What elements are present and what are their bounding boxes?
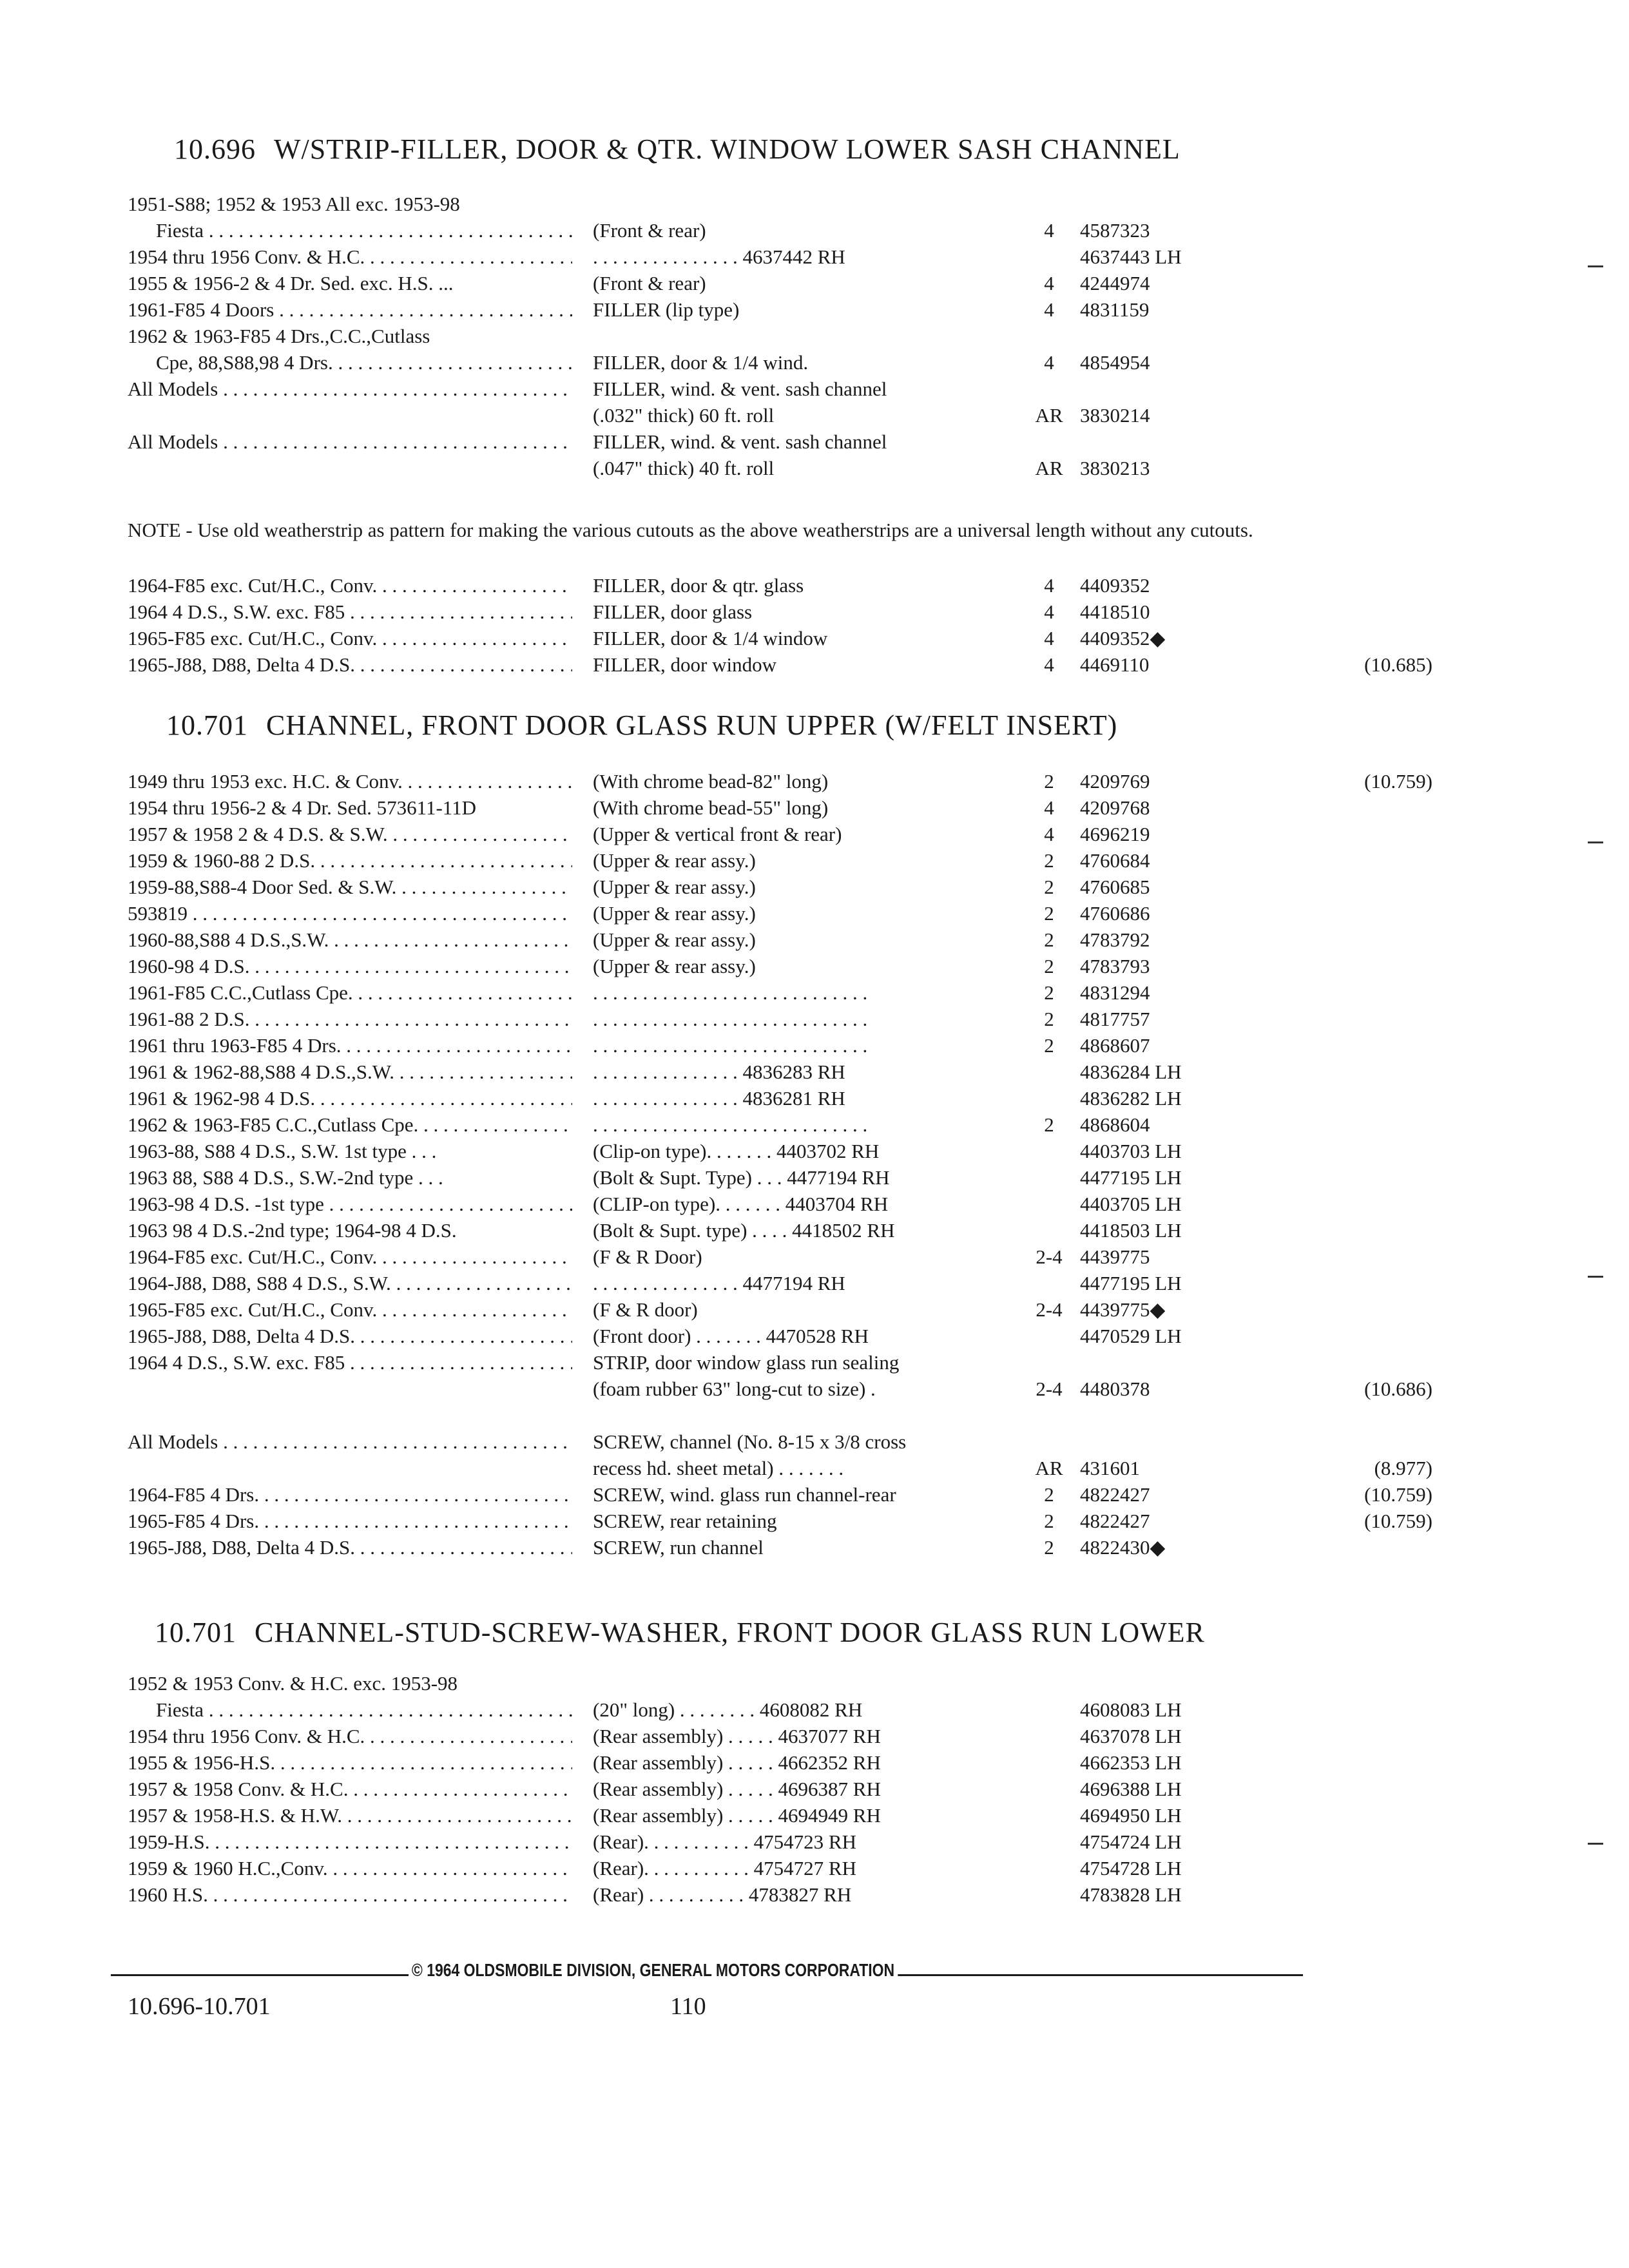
- description-cell: SCREW, run channel: [593, 1536, 764, 1559]
- description-cell: . . . . . . . . . . . . . . . 4836281 RH: [593, 1087, 845, 1110]
- description-cell: (Upper & rear assy.): [593, 928, 756, 951]
- quantity-cell: 2: [1044, 876, 1054, 898]
- description-cell: . . . . . . . . . . . . . . . . . . . . . . . . . . . .: [593, 981, 868, 1004]
- model-cell: 1955 & 1956-2 & 4 Dr. Sed. exc. H.S. ...: [128, 272, 454, 294]
- model-cell: 1954 thru 1956-2 & 4 Dr. Sed. 573611-11D: [128, 796, 477, 819]
- description-cell: FILLER, door glass: [593, 601, 753, 623]
- model-cell: All Models . . .: [128, 428, 572, 455]
- part-number-cell: 4760686: [1080, 902, 1150, 925]
- description-cell: FILLER, wind. & vent. sash channel: [593, 378, 887, 400]
- quantity-cell: 2-4: [1036, 1378, 1063, 1400]
- description-cell: FILLER, door & qtr. glass: [593, 574, 804, 597]
- description-cell: (Bolt & Supt. Type) . . . 4477194 RH: [593, 1166, 890, 1189]
- description-cell: . . . . . . . . . . . . . . . . . . . . . . . . . . . .: [593, 1113, 868, 1136]
- part-number-cell: 4831159: [1080, 298, 1150, 321]
- description-cell: FILLER, door & 1/4 wind.: [593, 351, 809, 374]
- part-number-cell: 4209768: [1080, 796, 1150, 819]
- description-cell: (foam rubber 63" long-cut to size) .: [593, 1378, 876, 1400]
- model-cell: 1961-F85 C.C.,Cutlass Cpe. . . .: [128, 979, 572, 1006]
- margin-mark: [1588, 265, 1603, 267]
- model-cell: 1951-S88; 1952 & 1953 All exc. 1953-98: [128, 193, 460, 215]
- quantity-cell: 2: [1044, 1483, 1054, 1506]
- model-cell: 1964-F85 exc. Cut/H.C., Conv. . . .: [128, 1244, 572, 1270]
- description-cell: (With chrome bead-82" long): [593, 770, 829, 793]
- description-cell: (Clip-on type). . . . . . . 4403702 RH: [593, 1140, 880, 1162]
- description-cell: recess hd. sheet metal) . . . . . . .: [593, 1457, 844, 1479]
- model-cell: 1965-F85 exc. Cut/H.C., Conv. . . .: [128, 1296, 572, 1323]
- part-number-cell: 4754724 LH: [1080, 1831, 1182, 1853]
- quantity-cell: 2-4: [1036, 1298, 1063, 1321]
- model-cell: Fiesta . . .: [128, 217, 572, 244]
- model-cell: 1954 thru 1956 Conv. & H.C. . . .: [128, 1723, 572, 1749]
- section-number: 10.696: [174, 133, 256, 165]
- description-cell: . . . . . . . . . . . . . . . . . . . . . . . . . . . .: [593, 1034, 868, 1057]
- part-number-cell: 4868607: [1080, 1034, 1150, 1057]
- model-cell: Fiesta . . .: [128, 1696, 572, 1723]
- description-cell: FILLER, door window: [593, 653, 777, 676]
- model-cell: 1949 thru 1953 exc. H.C. & Conv. . . .: [128, 768, 572, 794]
- part-number-cell: 3830213: [1080, 457, 1150, 479]
- part-number-cell: 4822430◆: [1080, 1536, 1166, 1559]
- description-cell: (Bolt & Supt. type) . . . . 4418502 RH: [593, 1219, 895, 1242]
- part-number-cell: 4403705 LH: [1080, 1193, 1182, 1215]
- part-number-cell: 4783828 LH: [1080, 1883, 1182, 1906]
- description-cell: . . . . . . . . . . . . . . . 4637442 RH: [593, 245, 845, 268]
- part-number-cell: 4480378: [1080, 1378, 1150, 1400]
- part-number-cell: 4409352◆: [1080, 627, 1166, 649]
- part-number-cell: 4477195 LH: [1080, 1272, 1182, 1294]
- section-title-text: CHANNEL, FRONT DOOR GLASS RUN UPPER (W/FELT INSERT): [266, 709, 1118, 741]
- reference-cell: (10.759): [1364, 1483, 1432, 1506]
- quantity-cell: 4: [1044, 653, 1054, 676]
- model-cell: 1965-F85 4 Drs. . . .: [128, 1508, 572, 1534]
- model-cell: 1952 & 1953 Conv. & H.C. exc. 1953-98: [128, 1672, 458, 1695]
- page-range: 10.696-10.701: [128, 1993, 271, 2020]
- quantity-cell: 2: [1044, 955, 1054, 977]
- quantity-cell: 2: [1044, 849, 1054, 872]
- description-cell: . . . . . . . . . . . . . . . . . . . . . . . . . . . .: [593, 1008, 868, 1030]
- model-cell: 593819 . . .: [128, 900, 572, 927]
- reference-cell: (8.977): [1374, 1457, 1432, 1479]
- quantity-cell: 2: [1044, 1008, 1054, 1030]
- model-cell: All Models . . .: [128, 376, 572, 402]
- part-number-cell: 4409352: [1080, 574, 1150, 597]
- model-cell: 1964-F85 exc. Cut/H.C., Conv. . . .: [128, 572, 572, 599]
- quantity-cell: 4: [1044, 823, 1054, 845]
- description-cell: (Upper & rear assy.): [593, 876, 756, 898]
- quantity-cell: 2: [1044, 1510, 1054, 1532]
- model-cell: 1954 thru 1956 Conv. & H.C. . . .: [128, 244, 572, 270]
- margin-mark: [1588, 1276, 1603, 1278]
- section-number: 10.701: [166, 709, 248, 741]
- quantity-cell: 2: [1044, 981, 1054, 1004]
- model-cell: 1959-H.S. . . .: [128, 1829, 572, 1855]
- quantity-cell: 2: [1044, 770, 1054, 793]
- description-cell: FILLER (lip type): [593, 298, 740, 321]
- quantity-cell: 4: [1044, 796, 1054, 819]
- part-number-cell: 4637078 LH: [1080, 1725, 1182, 1747]
- model-cell: 1957 & 1958 Conv. & H.C. . . .: [128, 1776, 572, 1802]
- description-cell: (20" long) . . . . . . . . 4608082 RH: [593, 1698, 863, 1721]
- description-cell: FILLER, wind. & vent. sash channel: [593, 430, 887, 453]
- part-number-cell: 4822427: [1080, 1510, 1150, 1532]
- description-cell: (Upper & rear assy.): [593, 849, 756, 872]
- part-number-cell: 4403703 LH: [1080, 1140, 1182, 1162]
- quantity-cell: 2-4: [1036, 1245, 1063, 1268]
- part-number-cell: 4696388 LH: [1080, 1778, 1182, 1800]
- quantity-cell: 2: [1044, 1113, 1054, 1136]
- reference-cell: (10.685): [1364, 653, 1432, 676]
- part-number-cell: 4868604: [1080, 1113, 1150, 1136]
- model-cell: 1964 4 D.S., S.W. exc. F85 . . .: [128, 599, 572, 625]
- part-number-cell: 4418503 LH: [1080, 1219, 1182, 1242]
- model-cell: 1962 & 1963-F85 C.C.,Cutlass Cpe. . . .: [128, 1111, 572, 1138]
- description-cell: (Front & rear): [593, 272, 706, 294]
- margin-mark: [1588, 1843, 1603, 1845]
- part-number-cell: 4244974: [1080, 272, 1150, 294]
- part-number-cell: 4637443 LH: [1080, 245, 1182, 268]
- part-number-cell: 4470529 LH: [1080, 1325, 1182, 1347]
- model-cell: 1959-88,S88-4 Door Sed. & S.W. . . .: [128, 874, 572, 900]
- description-cell: SCREW, channel (No. 8-15 x 3/8 cross: [593, 1430, 907, 1453]
- model-cell: 1963-98 4 D.S. -1st type . . .: [128, 1191, 572, 1217]
- description-cell: (Front door) . . . . . . . 4470528 RH: [593, 1325, 869, 1347]
- quantity-cell: 4: [1044, 627, 1054, 649]
- model-cell: 1959 & 1960-88 2 D.S. . . .: [128, 847, 572, 874]
- model-cell: 1965-J88, D88, Delta 4 D.S. . . .: [128, 651, 572, 678]
- page-number: 110: [670, 1993, 706, 2020]
- model-cell: 1961-88 2 D.S. . . .: [128, 1006, 572, 1032]
- model-cell: Cpe, 88,S88,98 4 Drs. . . .: [128, 349, 572, 376]
- description-cell: SCREW, wind. glass run channel-rear: [593, 1483, 896, 1506]
- part-number-cell: 4760685: [1080, 876, 1150, 898]
- part-number-cell: 4662353 LH: [1080, 1751, 1182, 1774]
- part-number-cell: 4439775: [1080, 1245, 1150, 1268]
- description-cell: . . . . . . . . . . . . . . . 4836283 RH: [593, 1061, 845, 1083]
- part-number-cell: 4854954: [1080, 351, 1150, 374]
- reference-cell: (10.759): [1364, 770, 1432, 793]
- model-cell: 1961 & 1962-88,S88 4 D.S.,S.W. . . .: [128, 1059, 572, 1085]
- part-number-cell: 4754728 LH: [1080, 1857, 1182, 1879]
- part-number-cell: 4696219: [1080, 823, 1150, 845]
- model-cell: 1965-F85 exc. Cut/H.C., Conv. . . .: [128, 625, 572, 651]
- model-cell: 1955 & 1956-H.S. . . .: [128, 1749, 572, 1776]
- description-cell: (Upper & rear assy.): [593, 902, 756, 925]
- model-cell: 1965-J88, D88, Delta 4 D.S. . . .: [128, 1534, 572, 1561]
- part-number-cell: 4831294: [1080, 981, 1150, 1004]
- part-number-cell: 4477195 LH: [1080, 1166, 1182, 1189]
- quantity-cell: 4: [1044, 272, 1054, 294]
- description-cell: (.047" thick) 40 ft. roll: [593, 457, 775, 479]
- model-cell: 1964-F85 4 Drs. . . .: [128, 1481, 572, 1508]
- part-number-cell: 4587323: [1080, 219, 1150, 242]
- description-cell: SCREW, rear retaining: [593, 1510, 777, 1532]
- model-cell: 1961-F85 4 Doors . . .: [128, 296, 572, 323]
- model-cell: 1957 & 1958-H.S. & H.W. . . .: [128, 1802, 572, 1829]
- section-heading-10-701-upper: [166, 709, 1117, 742]
- part-number-cell: 4439775◆: [1080, 1298, 1166, 1321]
- model-cell: 1961 thru 1963-F85 4 Drs. . . .: [128, 1032, 572, 1059]
- model-cell: 1960-98 4 D.S. . . .: [128, 953, 572, 979]
- reference-cell: (10.759): [1364, 1510, 1432, 1532]
- part-number-cell: 4418510: [1080, 601, 1150, 623]
- description-cell: (Rear assembly) . . . . . 4694949 RH: [593, 1804, 881, 1827]
- description-cell: (Rear assembly) . . . . . 4637077 RH: [593, 1725, 881, 1747]
- quantity-cell: AR: [1035, 457, 1063, 479]
- model-cell: 1961 & 1962-98 4 D.S. . . .: [128, 1085, 572, 1111]
- section-heading-10-696: [174, 133, 1181, 166]
- weatherstrip-note: NOTE - Use old weatherstrip as pattern for making the various cutouts as the above weatherstrips are a universal length without any cutouts.: [128, 519, 1253, 541]
- description-cell: (F & R door): [593, 1298, 698, 1321]
- description-cell: (With chrome bead-55" long): [593, 796, 829, 819]
- part-number-cell: 4836282 LH: [1080, 1087, 1182, 1110]
- model-cell: 1957 & 1958 2 & 4 D.S. & S.W. . . .: [128, 821, 572, 847]
- description-cell: (Rear assembly) . . . . . 4662352 RH: [593, 1751, 881, 1774]
- model-cell: 1962 & 1963-F85 4 Drs.,C.C.,Cutlass: [128, 325, 430, 347]
- quantity-cell: 4: [1044, 601, 1054, 623]
- quantity-cell: 4: [1044, 574, 1054, 597]
- model-cell: 1964 4 D.S., S.W. exc. F85 . . .: [128, 1349, 572, 1376]
- model-cell: 1965-J88, D88, Delta 4 D.S. . . .: [128, 1323, 572, 1349]
- part-number-cell: 4783792: [1080, 928, 1150, 951]
- model-cell: 1963 88, S88 4 D.S., S.W.-2nd type . . .: [128, 1166, 443, 1189]
- description-cell: . . . . . . . . . . . . . . . 4477194 RH: [593, 1272, 845, 1294]
- description-cell: (Rear). . . . . . . . . . . 4754723 RH: [593, 1831, 856, 1853]
- model-cell: 1960-88,S88 4 D.S.,S.W. . . .: [128, 927, 572, 953]
- quantity-cell: 2: [1044, 928, 1054, 951]
- quantity-cell: 4: [1044, 298, 1054, 321]
- description-cell: (.032" thick) 60 ft. roll: [593, 404, 775, 427]
- description-cell: (F & R Door): [593, 1245, 702, 1268]
- quantity-cell: 4: [1044, 219, 1054, 242]
- copyright-line: © 1964 OLDSMOBILE DIVISION, GENERAL MOTORS CORPORATION: [409, 1960, 898, 1981]
- model-cell: 1963-88, S88 4 D.S., S.W. 1st type . . .: [128, 1140, 437, 1162]
- model-cell: 1964-J88, D88, S88 4 D.S., S.W. . . .: [128, 1270, 572, 1296]
- part-number-cell: 4469110: [1080, 653, 1150, 676]
- quantity-cell: AR: [1035, 404, 1063, 427]
- description-cell: (Rear assembly) . . . . . 4696387 RH: [593, 1778, 881, 1800]
- part-number-cell: 4694950 LH: [1080, 1804, 1182, 1827]
- description-cell: (Upper & vertical front & rear): [593, 823, 842, 845]
- reference-cell: (10.686): [1364, 1378, 1432, 1400]
- model-cell: 1963 98 4 D.S.-2nd type; 1964-98 4 D.S.: [128, 1219, 457, 1242]
- description-cell: (Upper & rear assy.): [593, 955, 756, 977]
- model-cell: 1960 H.S. . . .: [128, 1881, 572, 1908]
- section-number: 10.701: [155, 1617, 236, 1648]
- quantity-cell: 2: [1044, 1034, 1054, 1057]
- section-title-text: CHANNEL-STUD-SCREW-WASHER, FRONT DOOR GLASS RUN LOWER: [255, 1617, 1205, 1648]
- model-cell: All Models . . .: [128, 1428, 572, 1455]
- part-number-cell: 4783793: [1080, 955, 1150, 977]
- quantity-cell: AR: [1035, 1457, 1063, 1479]
- description-cell: (Rear). . . . . . . . . . . 4754727 RH: [593, 1857, 856, 1879]
- margin-mark: [1588, 841, 1603, 843]
- part-number-cell: 431601: [1080, 1457, 1140, 1479]
- description-cell: FILLER, door & 1/4 window: [593, 627, 828, 649]
- model-cell: 1959 & 1960 H.C.,Conv. . . .: [128, 1855, 572, 1881]
- part-number-cell: 4817757: [1080, 1008, 1150, 1030]
- description-cell: (Rear) . . . . . . . . . . 4783827 RH: [593, 1883, 852, 1906]
- part-number-cell: 3830214: [1080, 404, 1150, 427]
- description-cell: STRIP, door window glass run sealing: [593, 1351, 900, 1374]
- quantity-cell: 2: [1044, 1536, 1054, 1559]
- quantity-cell: 4: [1044, 351, 1054, 374]
- part-number-cell: 4836284 LH: [1080, 1061, 1182, 1083]
- section-heading-10-701-lower: [155, 1616, 1205, 1649]
- description-cell: (CLIP-on type). . . . . . . 4403704 RH: [593, 1193, 889, 1215]
- part-number-cell: 4209769: [1080, 770, 1150, 793]
- description-cell: (Front & rear): [593, 219, 706, 242]
- part-number-cell: 4822427: [1080, 1483, 1150, 1506]
- part-number-cell: 4760684: [1080, 849, 1150, 872]
- part-number-cell: 4608083 LH: [1080, 1698, 1182, 1721]
- quantity-cell: 2: [1044, 902, 1054, 925]
- section-title-text: W/STRIP-FILLER, DOOR & QTR. WINDOW LOWER SASH CHANNEL: [274, 133, 1181, 165]
